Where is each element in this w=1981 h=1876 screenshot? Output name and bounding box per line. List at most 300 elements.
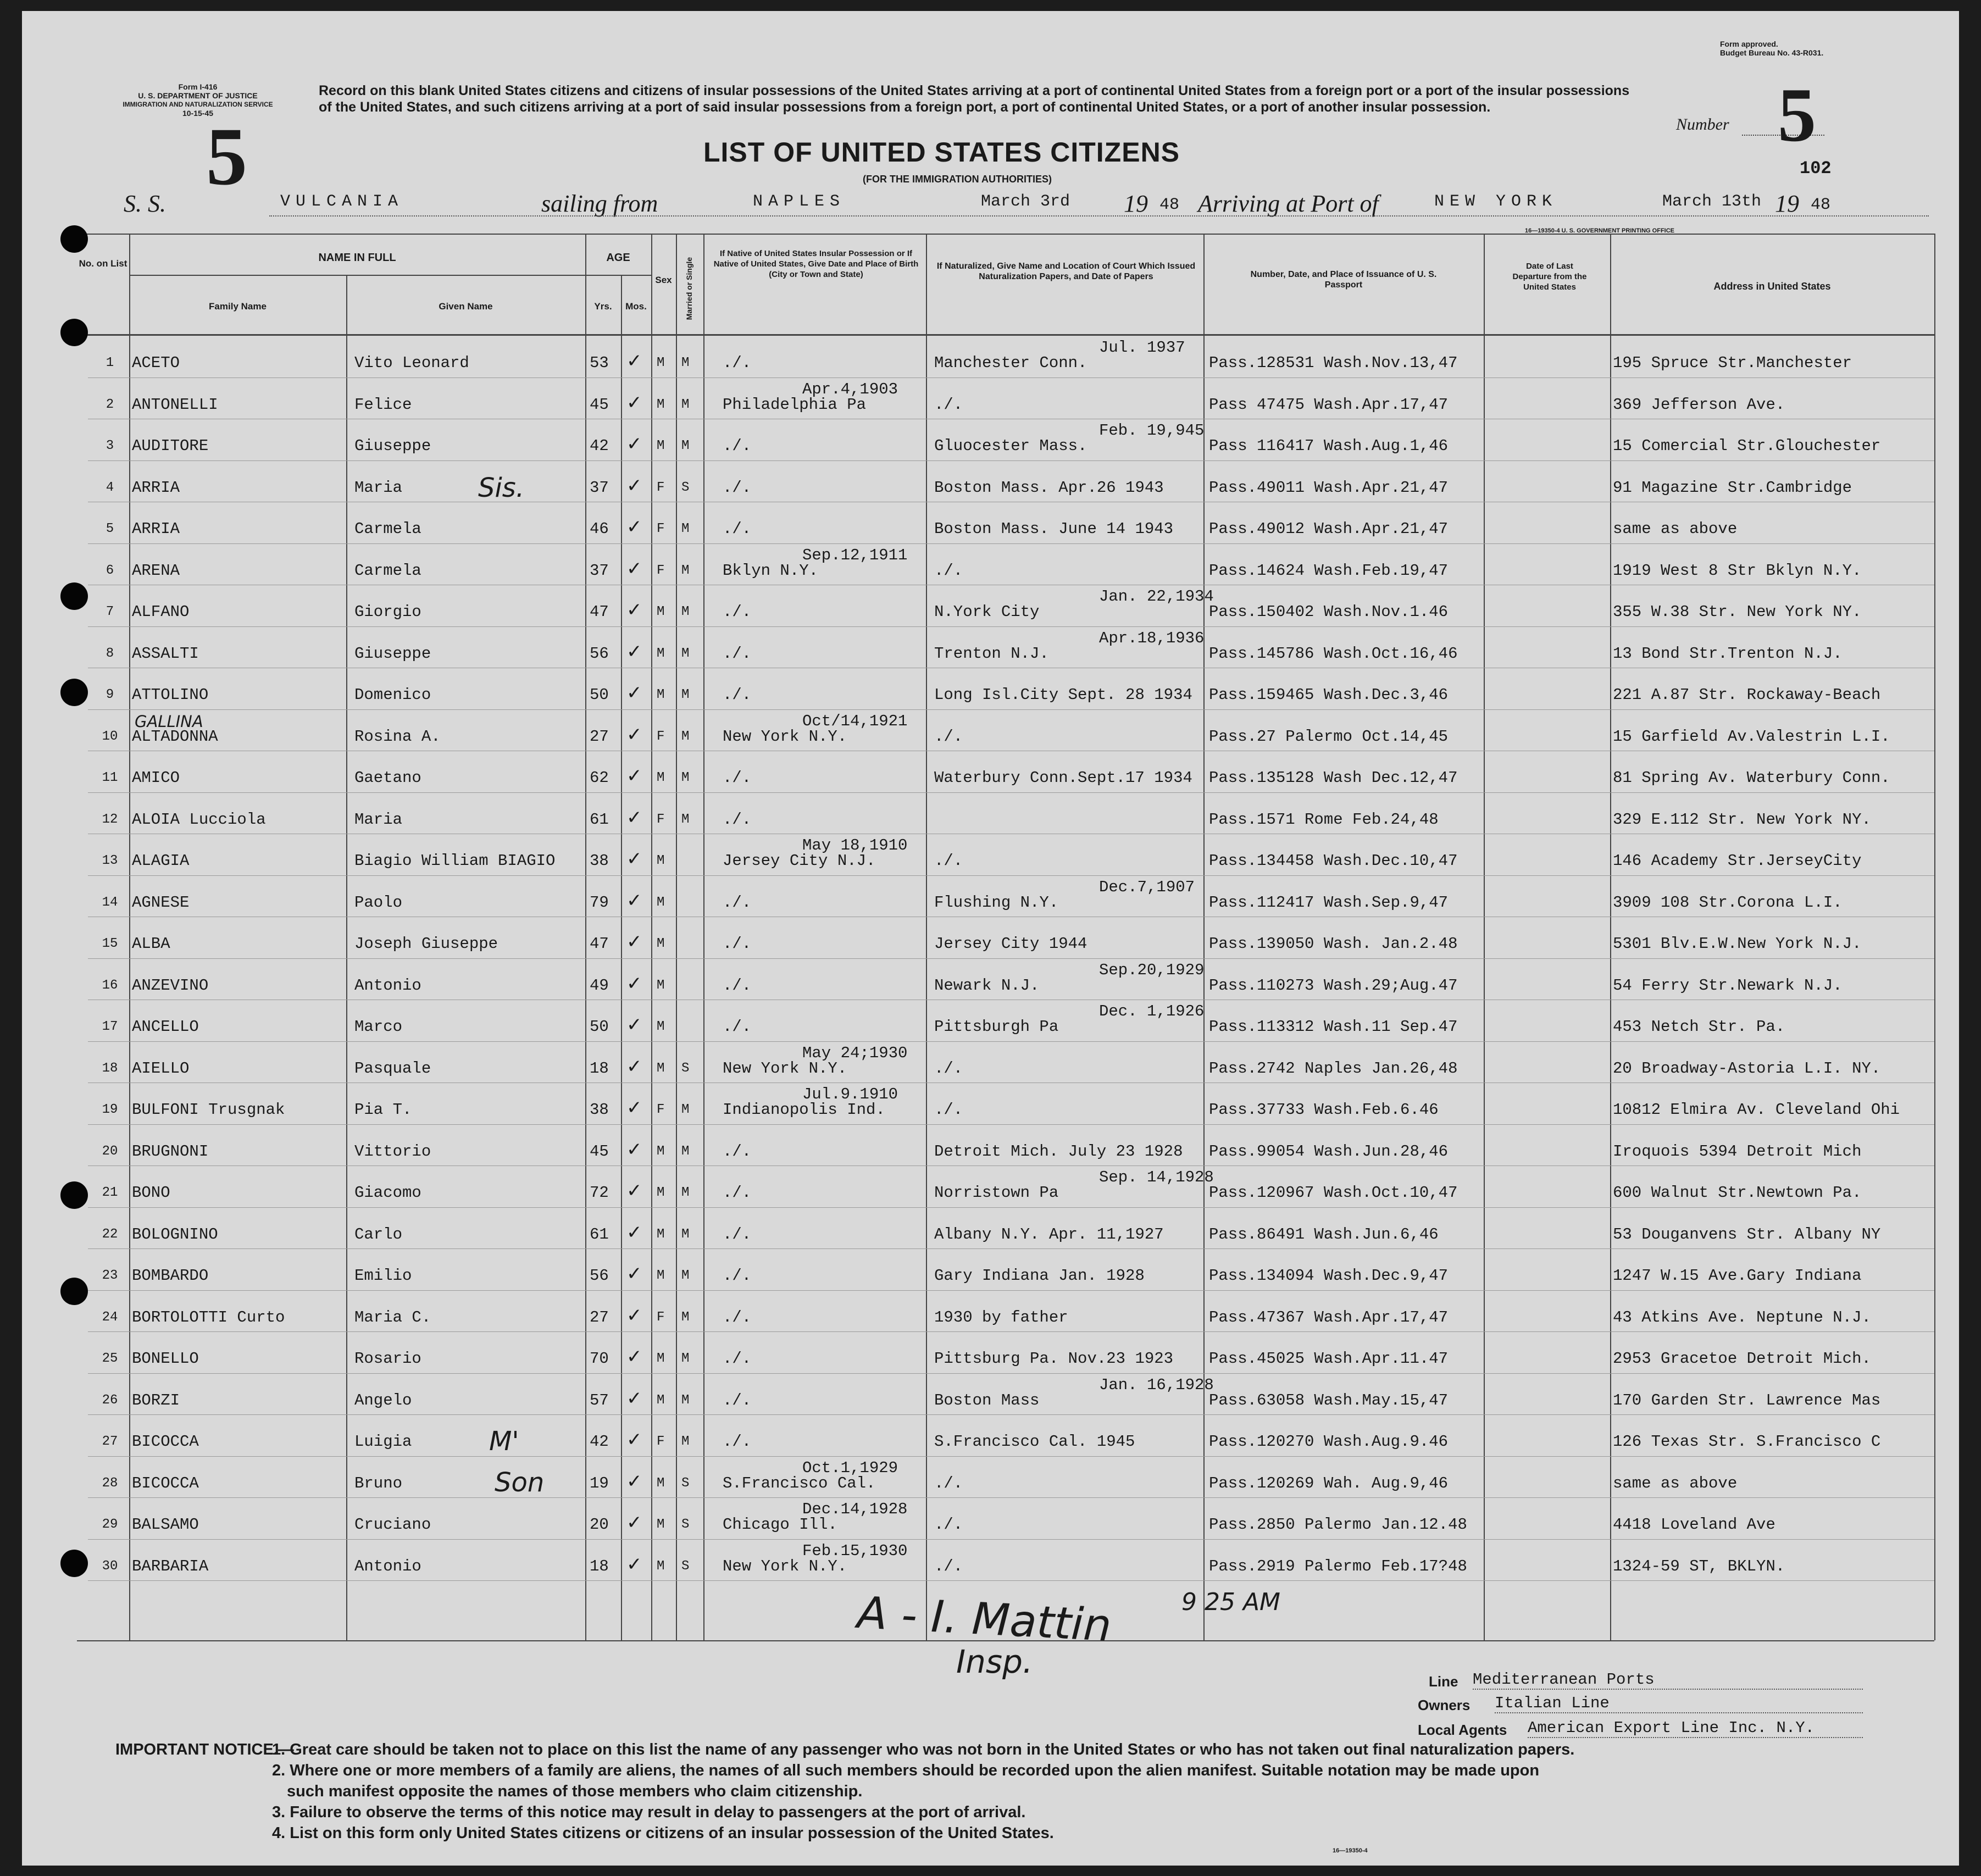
passport: Pass.86491 Wash.Jun.6,46 bbox=[1209, 1225, 1439, 1244]
check-mark-icon: ✓ bbox=[626, 1470, 642, 1492]
given-name: Gaetano bbox=[354, 769, 421, 787]
naturalization: Boston Mass bbox=[934, 1391, 1040, 1409]
naturalization: Gluocester Mass. bbox=[934, 437, 1087, 455]
marital-status: M bbox=[681, 356, 690, 370]
name-subheader-line bbox=[129, 275, 585, 276]
given-name: Maria C. bbox=[354, 1308, 431, 1326]
address: 3909 108 Str.Corona L.I. bbox=[1613, 893, 1843, 912]
naturalization: ./. bbox=[934, 1059, 963, 1078]
naturalization: Manchester Conn. bbox=[934, 354, 1087, 372]
row-divider bbox=[88, 543, 1934, 544]
row-number: 12 bbox=[102, 812, 118, 827]
family-name: BONELLO bbox=[132, 1350, 199, 1368]
row-divider bbox=[88, 1580, 1934, 1581]
check-mark-icon: ✓ bbox=[626, 557, 642, 580]
passport: Pass.27 Palermo Oct.14,45 bbox=[1209, 727, 1449, 746]
manifest-sheet bbox=[22, 11, 1959, 1866]
family-name: AUDITORE bbox=[132, 437, 209, 455]
birth-date: Feb.15,1930 bbox=[802, 1541, 908, 1560]
naturalization: Detroit Mich. July 23 1928 bbox=[934, 1142, 1183, 1161]
header-family: Family Name bbox=[209, 301, 267, 312]
row-number: 24 bbox=[102, 1309, 118, 1325]
passport: Pass.2850 Palermo Jan.12.48 bbox=[1209, 1516, 1467, 1534]
address: 43 Atkins Ave. Neptune N.J. bbox=[1613, 1308, 1871, 1326]
address: 15 Comercial Str.Glouchester bbox=[1613, 437, 1881, 455]
given-name: Giuseppe bbox=[354, 437, 431, 455]
age-years: 42 bbox=[590, 1433, 609, 1451]
check-mark-icon: ✓ bbox=[626, 1180, 642, 1202]
sex: F bbox=[657, 1102, 665, 1117]
age-years: 18 bbox=[590, 1557, 609, 1575]
family-name: ASSALTI bbox=[132, 644, 199, 663]
naturalization: Albany N.Y. Apr. 11,1927 bbox=[934, 1225, 1164, 1244]
check-mark-icon: ✓ bbox=[626, 1553, 642, 1575]
naturalization-date: Apr.18,1936 bbox=[1099, 629, 1205, 647]
family-name: AMICO bbox=[132, 769, 180, 787]
row-number: 20 bbox=[102, 1144, 118, 1159]
birth-date: May 24;1930 bbox=[802, 1044, 908, 1062]
check-mark-icon: ✓ bbox=[626, 1014, 642, 1036]
row-number: 9 bbox=[106, 687, 114, 702]
naturalization: Norristown Pa bbox=[934, 1184, 1059, 1202]
check-mark-icon: ✓ bbox=[626, 1429, 642, 1451]
sex: F bbox=[657, 812, 665, 827]
binder-hole bbox=[60, 1550, 88, 1577]
family-name: ALOIA Lucciola bbox=[132, 810, 266, 829]
family-name: BARBARIA bbox=[132, 1557, 209, 1575]
native-place: ./. bbox=[723, 354, 752, 372]
family-name: AIELLO bbox=[132, 1059, 190, 1078]
passport: Pass 47475 Wash.Apr.17,47 bbox=[1209, 395, 1449, 414]
native-place: ./. bbox=[723, 976, 752, 995]
naturalization: ./. bbox=[934, 1474, 963, 1492]
sex: M bbox=[657, 1185, 665, 1200]
row-number: 5 bbox=[106, 521, 114, 536]
header-mos: Mos. bbox=[625, 301, 647, 312]
year-from: 48 bbox=[1159, 196, 1180, 214]
row-divider bbox=[88, 1041, 1934, 1042]
row-divider bbox=[88, 1456, 1934, 1457]
address: 221 A.87 Str. Rockaway-Beach bbox=[1613, 686, 1881, 704]
address: 4418 Loveland Ave bbox=[1613, 1516, 1775, 1534]
birth-date: Jul.9.1910 bbox=[802, 1085, 898, 1103]
address: 195 Spruce Str.Manchester bbox=[1613, 354, 1852, 372]
age-subheader-line bbox=[585, 275, 651, 276]
approval-block bbox=[1720, 40, 1823, 57]
header-yrs: Yrs. bbox=[594, 301, 612, 312]
given-name: Pasquale bbox=[354, 1059, 431, 1078]
passport: Pass.14624 Wash.Feb.19,47 bbox=[1209, 561, 1449, 580]
age-years: 45 bbox=[590, 1142, 609, 1161]
age-years: 61 bbox=[590, 1225, 609, 1244]
sex: F bbox=[657, 729, 665, 744]
naturalization-date: Sep. 14,1928 bbox=[1099, 1168, 1214, 1186]
header-passport: Number, Date, and Place of Issuance of U. S. Passport bbox=[1250, 270, 1437, 290]
passport: Pass.1571 Rome Feb.24,48 bbox=[1209, 810, 1439, 829]
sex: M bbox=[657, 1226, 665, 1242]
row-divider bbox=[88, 709, 1934, 710]
naturalization-date: Sep.20,1929 bbox=[1099, 961, 1205, 979]
page-subtitle: (FOR THE IMMIGRATION AUTHORITIES) bbox=[863, 174, 1052, 185]
check-mark-icon: ✓ bbox=[626, 765, 642, 787]
inspector-initials: Insp. bbox=[956, 1643, 1033, 1680]
binder-hole bbox=[60, 1181, 88, 1209]
sex: M bbox=[657, 853, 665, 868]
address: 54 Ferry Str.Newark N.J. bbox=[1613, 976, 1843, 995]
row-number: 26 bbox=[102, 1392, 118, 1408]
row-divider bbox=[88, 1207, 1934, 1208]
owners-label: Owners bbox=[1418, 1697, 1471, 1713]
port-from: NAPLES bbox=[753, 192, 846, 211]
marital-status: M bbox=[681, 770, 690, 785]
header-given: Given Name bbox=[439, 301, 493, 312]
col-divider-family bbox=[346, 275, 347, 1640]
row-divider bbox=[88, 1373, 1934, 1374]
sex: M bbox=[657, 1351, 665, 1366]
check-mark-icon: ✓ bbox=[626, 1387, 642, 1409]
naturalization: Gary Indiana Jan. 1928 bbox=[934, 1267, 1145, 1285]
row-number: 21 bbox=[102, 1185, 118, 1200]
marital-status: M bbox=[681, 1351, 690, 1366]
row-divider bbox=[88, 875, 1934, 876]
passport: Pass.110273 Wash.29;Aug.47 bbox=[1209, 976, 1458, 995]
age-years: 57 bbox=[590, 1391, 609, 1409]
native-place: Philadelphia Pa bbox=[723, 395, 867, 414]
signature-time: 9 25 AM bbox=[1181, 1588, 1281, 1616]
naturalization: ./. bbox=[934, 1101, 963, 1119]
passport: Pass 116417 Wash.Aug.1,46 bbox=[1209, 437, 1449, 455]
age-years: 53 bbox=[590, 354, 609, 372]
family-name: ARRIA bbox=[132, 478, 180, 497]
given-name: Giacomo bbox=[354, 1184, 421, 1202]
passport: Pass.139050 Wash. Jan.2.48 bbox=[1209, 935, 1458, 953]
family-name: ANZEVINO bbox=[132, 976, 209, 995]
naturalization-date: Jan. 16,1928 bbox=[1099, 1375, 1214, 1394]
row-divider bbox=[88, 1290, 1934, 1291]
agents-value: American Export Line Inc. N.Y. bbox=[1528, 1719, 1863, 1738]
check-mark-icon: ✓ bbox=[626, 1097, 642, 1119]
table-top-border bbox=[77, 234, 1934, 235]
sex: M bbox=[657, 1392, 665, 1408]
age-years: 27 bbox=[590, 727, 609, 746]
age-years: 49 bbox=[590, 976, 609, 995]
family-name: AGNESE bbox=[132, 893, 190, 912]
age-years: 50 bbox=[590, 686, 609, 704]
row-number: 10 bbox=[102, 729, 118, 744]
naturalization: ./. bbox=[934, 561, 963, 580]
passport: Pass.145786 Wash.Oct.16,46 bbox=[1209, 644, 1458, 663]
native-place: Chicago Ill. bbox=[723, 1516, 837, 1534]
native-place: ./. bbox=[723, 1308, 752, 1326]
row-divider bbox=[88, 1124, 1934, 1125]
naturalization: Flushing N.Y. bbox=[934, 893, 1059, 912]
passport: Pass.134094 Wash.Dec.9,47 bbox=[1209, 1267, 1449, 1285]
check-mark-icon: ✓ bbox=[626, 1304, 642, 1326]
budget-bureau: Budget Bureau No. 43-R031. bbox=[1720, 48, 1824, 57]
sex: M bbox=[657, 1061, 665, 1076]
given-name: Domenico bbox=[354, 686, 431, 704]
col-divider-passport bbox=[1484, 234, 1485, 1640]
given-name: Rosario bbox=[354, 1350, 421, 1368]
family-name: BRUGNONI bbox=[132, 1142, 209, 1161]
year-prefix-from: 19 bbox=[1124, 190, 1148, 217]
row-divider bbox=[88, 1248, 1934, 1249]
naturalization-date: Dec.7,1907 bbox=[1099, 878, 1195, 896]
check-mark-icon: ✓ bbox=[626, 723, 642, 746]
binder-hole bbox=[60, 1278, 88, 1305]
check-mark-icon: ✓ bbox=[626, 516, 642, 538]
marital-status: M bbox=[681, 1309, 690, 1325]
address: 5301 Blv.E.W.New York N.J. bbox=[1613, 935, 1862, 953]
sex: F bbox=[657, 563, 665, 578]
marital-status: M bbox=[681, 687, 690, 702]
passport: Pass.128531 Wash.Nov.13,47 bbox=[1209, 354, 1458, 372]
marital-status: M bbox=[681, 1434, 690, 1449]
age-years: 56 bbox=[590, 644, 609, 663]
naturalization: S.Francisco Cal. 1945 bbox=[934, 1433, 1135, 1451]
marital-status: M bbox=[681, 729, 690, 744]
year-to: 48 bbox=[1811, 196, 1831, 214]
check-mark-icon: ✓ bbox=[626, 931, 642, 953]
row-number: 17 bbox=[102, 1019, 118, 1034]
header-naturalized: If Naturalized, Give Name and Location of Court Which Issued Naturalization Papers, and Date of Papers bbox=[936, 262, 1196, 281]
address: 15 Garfield Av.Valestrin L.I. bbox=[1613, 727, 1890, 746]
address: same as above bbox=[1613, 520, 1738, 538]
sex: M bbox=[657, 687, 665, 702]
col-divider-naturalized bbox=[1203, 234, 1205, 1640]
port-to: NEW YORK bbox=[1434, 192, 1558, 211]
row-divider bbox=[88, 958, 1934, 959]
family-name: ALBA bbox=[132, 935, 170, 953]
notice-item-3: 3. Failure to observe the terms of this notice may result in delay to passengers at the port of arrival. bbox=[272, 1803, 1026, 1821]
family-name: ARRIA bbox=[132, 520, 180, 538]
naturalization: Boston Mass. June 14 1943 bbox=[934, 520, 1174, 538]
address: 20 Broadway-Astoria L.I. NY. bbox=[1613, 1059, 1881, 1078]
family-name: BONO bbox=[132, 1184, 170, 1202]
form-date: 10-15-45 bbox=[182, 109, 214, 118]
naturalization: N.York City bbox=[934, 603, 1040, 621]
family-name: BICOCCA bbox=[132, 1474, 199, 1492]
year-prefix-to: 19 bbox=[1775, 190, 1799, 217]
sex: M bbox=[657, 936, 665, 951]
header-bottom-border bbox=[77, 334, 1934, 336]
sister-annotation: Sis. bbox=[478, 473, 525, 503]
given-name: Antonio bbox=[354, 1557, 421, 1575]
binder-hole bbox=[60, 319, 88, 346]
naturalization: Trenton N.J. bbox=[934, 644, 1049, 663]
check-mark-icon: ✓ bbox=[626, 433, 642, 455]
passport: Pass.135128 Wash Dec.12,47 bbox=[1209, 769, 1458, 787]
check-mark-icon: ✓ bbox=[626, 1055, 642, 1078]
binder-hole bbox=[60, 679, 88, 706]
row-number: 14 bbox=[102, 895, 118, 910]
age-years: 27 bbox=[590, 1308, 609, 1326]
age-years: 79 bbox=[590, 893, 609, 912]
date-from: March 3rd bbox=[981, 192, 1070, 211]
row-number: 23 bbox=[102, 1268, 118, 1283]
row-number: 15 bbox=[102, 936, 118, 951]
arriving-label: Arriving at Port of bbox=[1198, 190, 1379, 217]
birth-date: Sep.12,1911 bbox=[802, 546, 908, 564]
passport: Pass.2919 Palermo Feb.17?48 bbox=[1209, 1557, 1467, 1575]
header-age: AGE bbox=[606, 252, 630, 264]
row-number: 30 bbox=[102, 1558, 118, 1574]
sex: M bbox=[657, 646, 665, 661]
naturalization: 1930 by father bbox=[934, 1308, 1068, 1326]
native-place: ./. bbox=[723, 478, 752, 497]
sex: F bbox=[657, 480, 665, 495]
given-name: Maria bbox=[354, 478, 403, 497]
age-years: 19 bbox=[590, 1474, 609, 1492]
native-place: New York N.Y. bbox=[723, 1557, 847, 1575]
col-divider-yrs bbox=[621, 275, 622, 1640]
given-name: Giuseppe bbox=[354, 644, 431, 663]
native-place: ./. bbox=[723, 1267, 752, 1285]
age-years: 38 bbox=[590, 852, 609, 870]
notice-item-2-cont: such manifest opposite the names of those members who claim citizenship. bbox=[287, 1783, 863, 1800]
given-name: Emilio bbox=[354, 1267, 412, 1285]
col-divider-departure bbox=[1610, 234, 1611, 1640]
col-divider-sex bbox=[676, 234, 677, 1640]
row-divider bbox=[88, 1539, 1934, 1540]
form-id-block bbox=[110, 82, 286, 118]
check-mark-icon: ✓ bbox=[626, 1346, 642, 1368]
naturalization: Long Isl.City Sept. 28 1934 bbox=[934, 686, 1192, 704]
header-name-in-full: NAME IN FULL bbox=[318, 252, 396, 264]
native-place: ./. bbox=[723, 437, 752, 455]
row-number: 4 bbox=[106, 480, 114, 495]
row-divider bbox=[88, 792, 1934, 793]
family-name: ANCELLO bbox=[132, 1018, 199, 1036]
sex: M bbox=[657, 356, 665, 370]
passport: Pass.63058 Wash.May.15,47 bbox=[1209, 1391, 1449, 1409]
check-mark-icon: ✓ bbox=[626, 1138, 642, 1161]
form-approved: Form approved. bbox=[1720, 40, 1778, 48]
address: 1919 West 8 Str Bklyn N.Y. bbox=[1613, 561, 1862, 580]
passport: Pass.120270 Wash.Aug.9.46 bbox=[1209, 1433, 1449, 1451]
given-name: Rosina A. bbox=[354, 727, 441, 746]
given-name: Marco bbox=[354, 1018, 403, 1036]
age-years: 72 bbox=[590, 1184, 609, 1202]
check-mark-icon: ✓ bbox=[626, 640, 642, 663]
check-mark-icon: ✓ bbox=[626, 391, 642, 414]
marital-status: M bbox=[681, 439, 690, 453]
son-annotation: Son bbox=[495, 1467, 545, 1498]
check-mark-icon: ✓ bbox=[626, 682, 642, 704]
marital-status: M bbox=[681, 646, 690, 661]
row-divider bbox=[88, 460, 1934, 461]
form-number: Form I-416 bbox=[178, 82, 218, 91]
row-number: 1 bbox=[106, 356, 114, 370]
row-number: 3 bbox=[106, 439, 114, 453]
address: 1247 W.15 Ave.Gary Indiana bbox=[1613, 1267, 1862, 1285]
native-place: ./. bbox=[723, 1433, 752, 1451]
passport: Pass.49012 Wash.Apr.21,47 bbox=[1209, 520, 1449, 538]
native-place: ./. bbox=[723, 935, 752, 953]
given-name: Luigia bbox=[354, 1433, 412, 1451]
given-name: Carmela bbox=[354, 561, 421, 580]
agents-label: Local Agents bbox=[1418, 1722, 1507, 1738]
check-mark-icon: ✓ bbox=[626, 889, 642, 912]
service: IMMIGRATION AND NATURALIZATION SERVICE bbox=[123, 101, 273, 108]
naturalization: Jersey City 1944 bbox=[934, 935, 1087, 953]
sex: M bbox=[657, 604, 665, 619]
address: 81 Spring Av. Waterbury Conn. bbox=[1613, 769, 1890, 787]
native-place: Jersey City N.J. bbox=[723, 852, 876, 870]
passport: Pass.159465 Wash.Dec.3,46 bbox=[1209, 686, 1449, 704]
row-number: 22 bbox=[102, 1226, 118, 1242]
passport: Pass.37733 Wash.Feb.6.46 bbox=[1209, 1101, 1439, 1119]
sex: M bbox=[657, 978, 665, 993]
sex: M bbox=[657, 1019, 665, 1034]
naturalization: ./. bbox=[934, 395, 963, 414]
row-number: 7 bbox=[106, 604, 114, 619]
native-place: ./. bbox=[723, 644, 752, 663]
header-sex: Sex bbox=[655, 275, 672, 285]
family-name: BICOCCA bbox=[132, 1433, 199, 1451]
marital-status: M bbox=[681, 563, 690, 578]
family-name: ATTOLINO bbox=[132, 686, 209, 704]
sex: M bbox=[657, 397, 665, 412]
age-years: 61 bbox=[590, 810, 609, 829]
bottom-print-code: 16—19350-4 bbox=[1333, 1847, 1368, 1854]
row-number: 18 bbox=[102, 1061, 118, 1076]
binder-hole bbox=[60, 225, 88, 253]
naturalization: ./. bbox=[934, 727, 963, 746]
check-mark-icon: ✓ bbox=[626, 1512, 642, 1534]
age-years: 20 bbox=[590, 1516, 609, 1534]
given-name: Maria bbox=[354, 810, 403, 829]
col-divider-no bbox=[129, 234, 130, 1640]
col-divider-mos bbox=[651, 234, 652, 1640]
row-number: 6 bbox=[106, 563, 114, 578]
notice-item-2: 2. Where one or more members of a family are aliens, the names of all such members should be recorded upon the alien manifest. Suitable notation may be made upon bbox=[272, 1762, 1540, 1779]
address: Iroquois 5394 Detroit Mich bbox=[1613, 1142, 1862, 1161]
notice-heading: IMPORTANT NOTICE.— bbox=[115, 1741, 294, 1758]
passport: Pass.99054 Wash.Jun.28,46 bbox=[1209, 1142, 1449, 1161]
native-place: ./. bbox=[723, 1350, 752, 1368]
line-value: Mediterranean Ports bbox=[1473, 1670, 1863, 1690]
address: 170 Garden Str. Lawrence Mas bbox=[1613, 1391, 1881, 1409]
sex: M bbox=[657, 1558, 665, 1574]
print-code: 16—19350-4 U. S. GOVERNMENT PRINTING OFFICE bbox=[1525, 227, 1675, 234]
family-name: BORZI bbox=[132, 1391, 180, 1409]
age-years: 37 bbox=[590, 561, 609, 580]
ship-name: VULCANIA bbox=[280, 192, 404, 211]
sex: M bbox=[657, 895, 665, 910]
family-name: ALTADONNA bbox=[132, 727, 218, 746]
naturalization-date: Feb. 19,945 bbox=[1099, 421, 1205, 440]
marital-status: S bbox=[681, 1061, 690, 1076]
birth-date: Apr.4,1903 bbox=[802, 380, 898, 398]
native-place: ./. bbox=[723, 603, 752, 621]
native-place: ./. bbox=[723, 1142, 752, 1161]
address: 1324-59 ST, BKLYN. bbox=[1613, 1557, 1785, 1575]
passport: Pass.45025 Wash.Apr.11.47 bbox=[1209, 1350, 1449, 1368]
sex: M bbox=[657, 1144, 665, 1159]
naturalization-date: Jan. 22,1934 bbox=[1099, 587, 1214, 606]
naturalization: ./. bbox=[934, 852, 963, 870]
marital-status: S bbox=[681, 1475, 690, 1491]
marital-status: M bbox=[681, 1392, 690, 1408]
record-instructions: Record on this blank United States citizens and citizens of insular possessions of the United States arriving at a port of continental United States from a foreign port or a port of the insular possessions of the United States, and such citizens arriving at a port of said insular possessions from a foreign port, a port of continental United States, or a port of another insular possession. bbox=[319, 83, 1630, 115]
age-years: 47 bbox=[590, 603, 609, 621]
given-name: Biagio William BIAGIO bbox=[354, 852, 556, 870]
marital-status: M bbox=[681, 1226, 690, 1242]
native-place: ./. bbox=[723, 769, 752, 787]
family-name: BOLOGNINO bbox=[132, 1225, 218, 1244]
given-name: Joseph Giuseppe bbox=[354, 935, 498, 953]
